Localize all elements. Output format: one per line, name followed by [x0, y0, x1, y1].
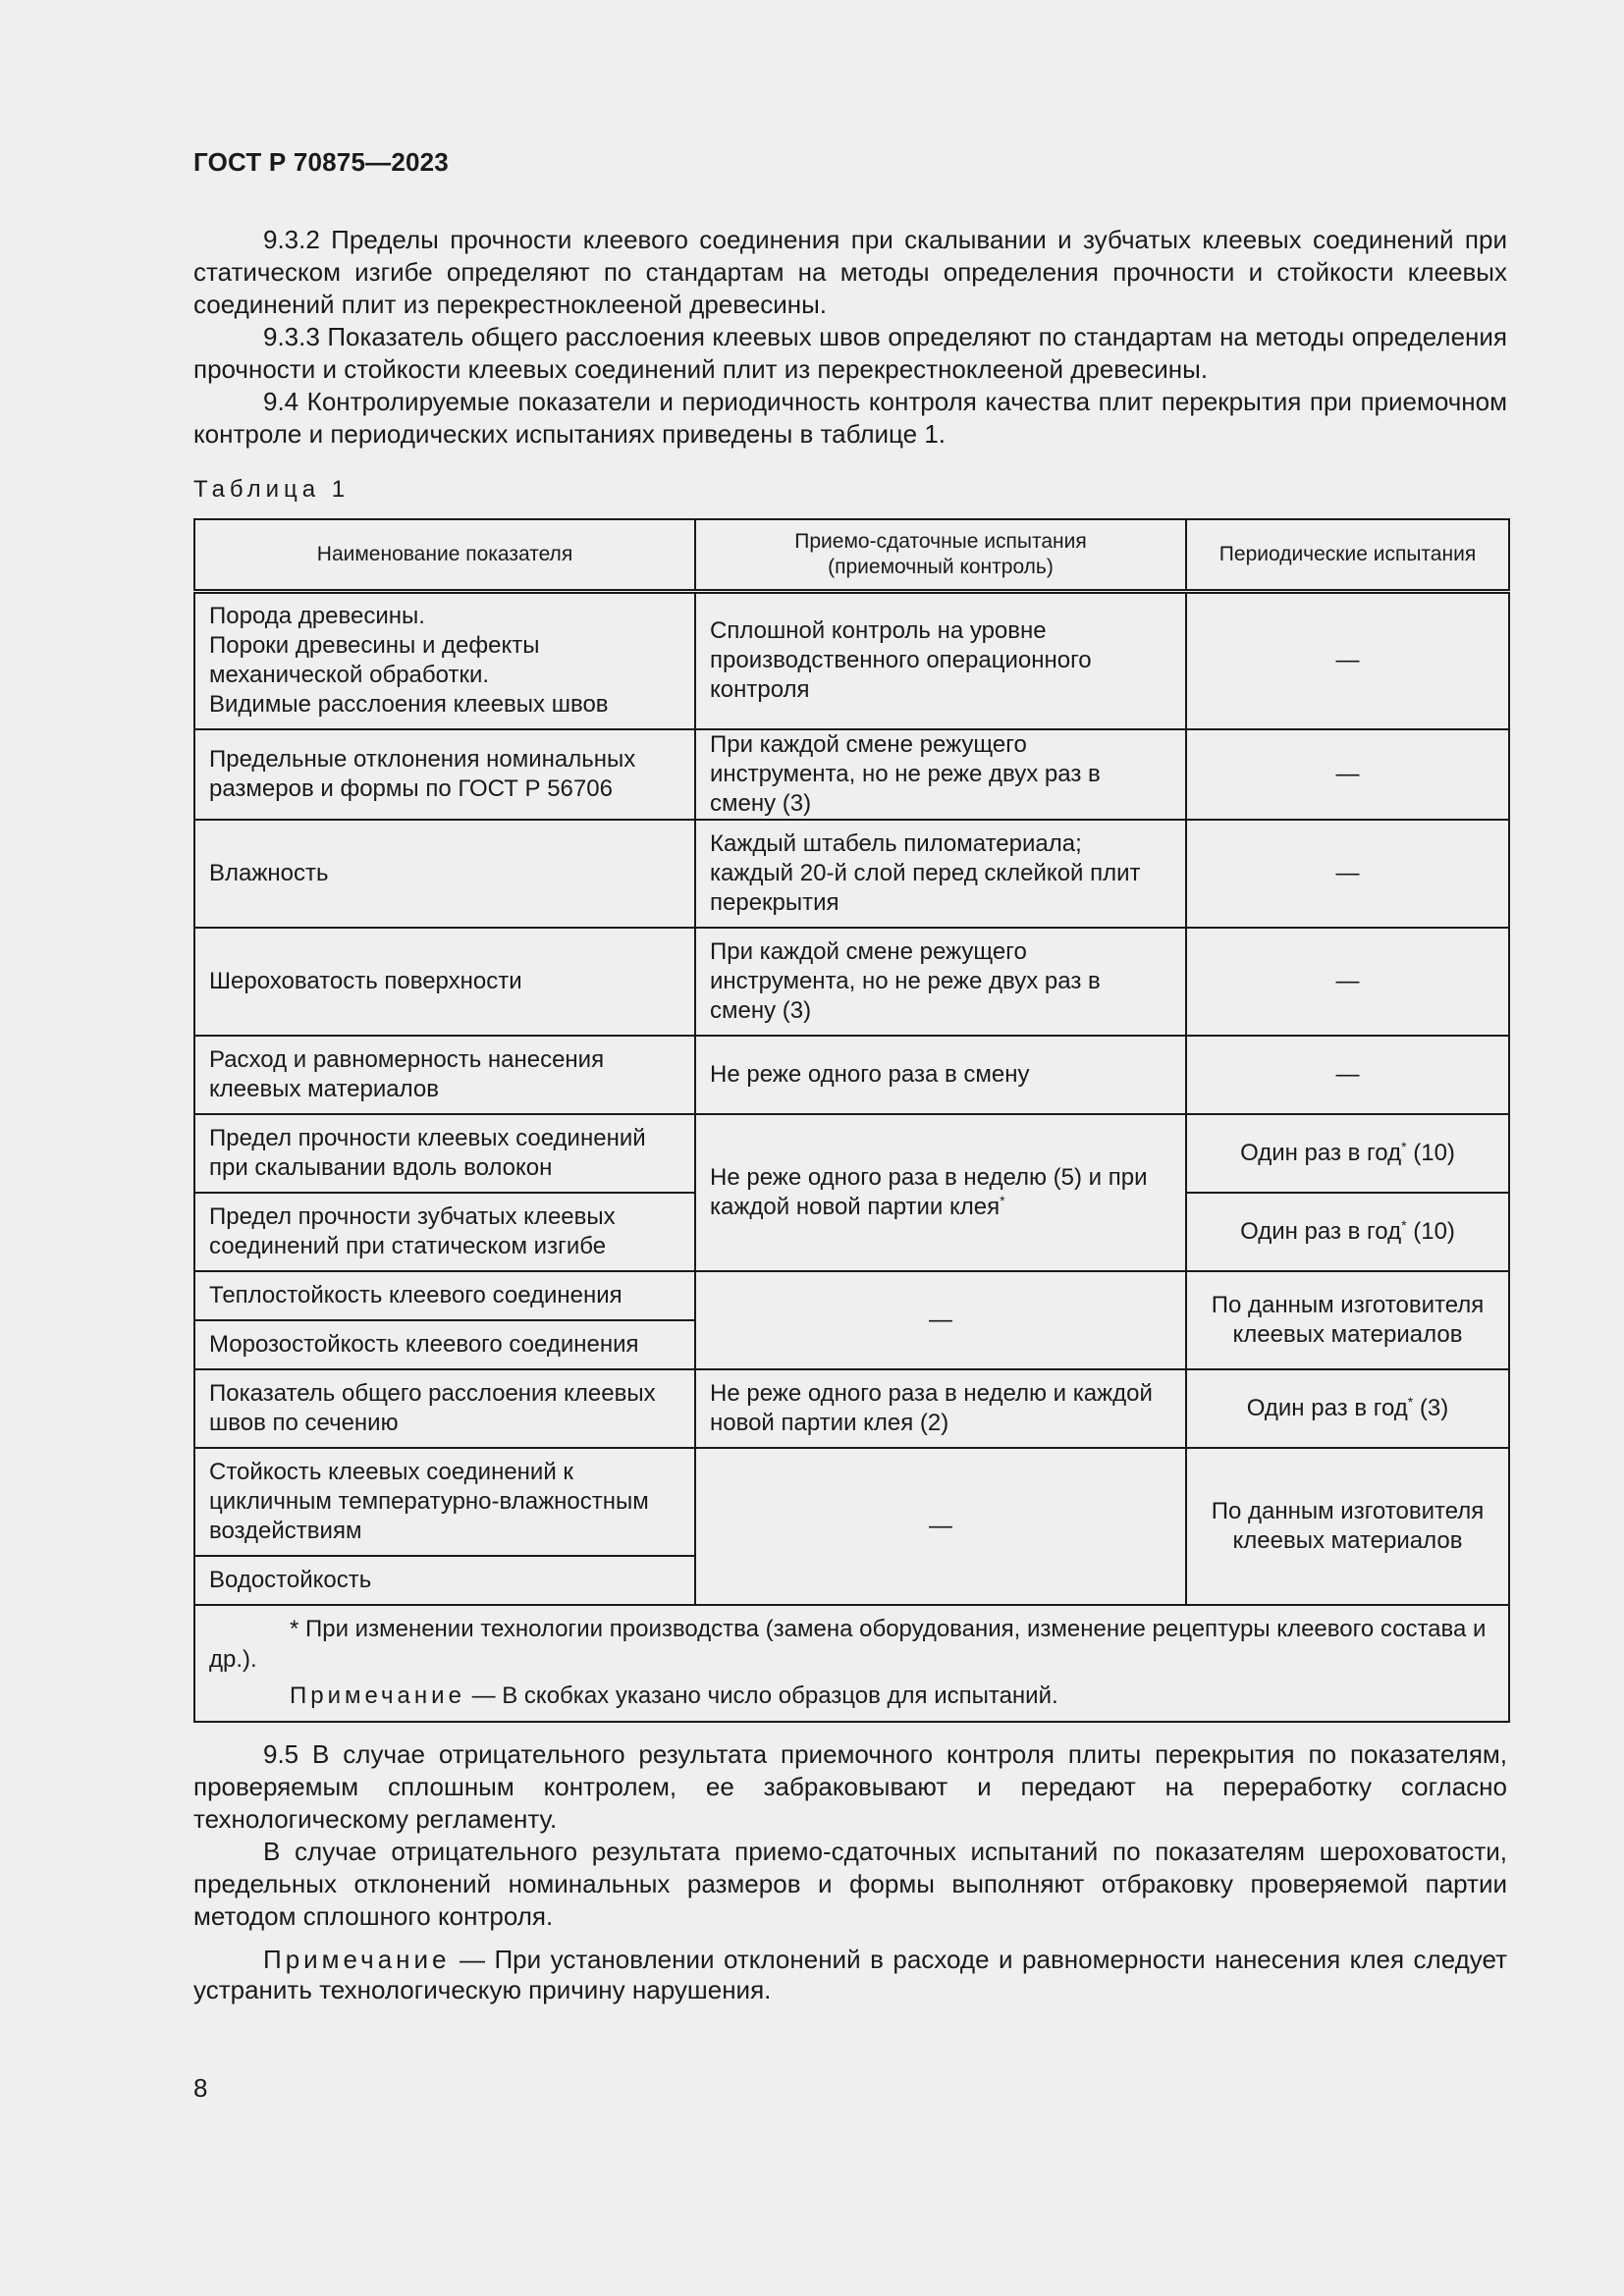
row1-periodic: — — [1186, 592, 1509, 729]
row5-acceptance: Не реже одного раза в смену — [695, 1036, 1186, 1114]
row6-periodic-count: (10) — [1406, 1139, 1455, 1166]
row6-name: Предел прочности клеевых соединений при скалывании вдоль волокон — [194, 1114, 695, 1193]
table-row — [194, 1369, 1509, 1448]
row9-name: Морозостойкость клеевого соединения — [194, 1320, 695, 1369]
row6-7-acceptance — [695, 1114, 1186, 1271]
row4-periodic: — — [1186, 928, 1509, 1036]
row1-acceptance: Сплошной контроль на уровне производственного операционного контроля — [695, 592, 1186, 729]
row6-periodic — [1186, 1114, 1509, 1193]
table-footnote — [194, 1605, 1509, 1722]
row4-name: Шероховатость поверхности — [194, 928, 695, 1036]
table-row — [194, 928, 1509, 1036]
paragraph-9-3-2: 9.3.2 Пределы прочности клеевого соединения при скалывании и зубчатых клеевых соединений при статическом изгибе определяют по стандартам на методы определения прочности и стойкости клеевых соединений плит из перекрестноклееной древесины. — [193, 225, 1507, 319]
footnote-mark: * — [1000, 1192, 1005, 1208]
paragraph-9-5-second: В случае отрицательного результата приемо-сдаточных испытаний по показателям шероховатости, предельных отклонений номинальных размеров и формы выполняют отбраковку проверяемой партии методом сплошного контроля. — [193, 1837, 1507, 1931]
table-header-row — [194, 519, 1509, 592]
paragraph-9-3-3: 9.3.3 Показатель общего расслоения клеевых швов определяют по стандартам на методы определения прочности и стойкости клеевых соединений плит из перекрестноклееной древесины. — [193, 322, 1507, 384]
bottom-note-label: Примечание — [263, 1945, 451, 1974]
bottom-paragraphs — [193, 1738, 1507, 2005]
row11-12-periodic: По данным изготовителя клеевых материалов — [1186, 1448, 1509, 1605]
page-number: 8 — [193, 2073, 208, 2103]
row1-name-line2: Пороки древесины и дефекты механической обработки. — [209, 632, 540, 689]
header-name: Наименование показателя — [194, 519, 695, 592]
bottom-note — [193, 1945, 1507, 2005]
document-header: ГОСТ Р 70875—2023 — [193, 147, 449, 177]
table-row — [194, 1448, 1509, 1556]
row2-acceptance: При каждой смене режущего инструмента, но не реже двух раз в смену (3) — [695, 729, 1186, 820]
row10-periodic — [1186, 1369, 1509, 1448]
row5-periodic: — — [1186, 1036, 1509, 1114]
row10-periodic-text: Один раз в год — [1246, 1394, 1408, 1421]
footnote-mark: * — [1407, 1393, 1414, 1410]
row11-name: Стойкость клеевых соединений к цикличным температурно-влажностным воздействиям — [194, 1448, 695, 1556]
table-note — [209, 1681, 1494, 1711]
row7-periodic-count: (10) — [1406, 1217, 1455, 1245]
table-note-text: — В скобках указано число образцов для испытаний. — [464, 1682, 1058, 1709]
table-row — [194, 1114, 1509, 1193]
row5-name: Расход и равномерность нанесения клеевых материалов — [194, 1036, 695, 1114]
table-row — [194, 592, 1509, 729]
footnote-text: * При изменении технологии производства (замена оборудования, изменение рецептуры клеевого состава и др.). — [209, 1615, 1487, 1673]
row1-name-line1: Порода древесины. — [209, 603, 425, 630]
row3-acceptance: Каждый штабель пиломатериала; каждый 20-й слой перед склейкой плит перекрытия — [695, 820, 1186, 928]
header-periodic: Периодические испытания — [1186, 519, 1509, 592]
top-paragraphs — [193, 224, 1507, 451]
row3-name: Влажность — [194, 820, 695, 928]
row4-acceptance: При каждой смене режущего инструмента, но не реже двух раз в смену (3) — [695, 928, 1186, 1036]
footnote-mark: * — [1401, 1216, 1407, 1233]
row11-12-acceptance: — — [695, 1448, 1186, 1605]
table-note-label: Примечание — [290, 1682, 465, 1709]
table-footnote-row — [194, 1605, 1509, 1722]
row2-name: Предельные отклонения номинальных размеров и формы по ГОСТ Р 56706 — [194, 729, 695, 820]
header-acceptance-line2: (приемочный контроль) — [828, 556, 1054, 578]
row2-periodic: — — [1186, 729, 1509, 820]
row8-name: Теплостойкость клеевого соединения — [194, 1271, 695, 1320]
row7-name: Предел прочности зубчатых клеевых соединений при статическом изгибе — [194, 1193, 695, 1271]
table-row — [194, 729, 1509, 820]
table-row — [194, 820, 1509, 928]
paragraph-9-4: 9.4 Контролируемые показатели и периодичность контроля качества плит перекрытия при приемочном контроле и периодических испытаниях приведены в таблице 1. — [193, 387, 1507, 449]
paragraph-9-5: 9.5 В случае отрицательного результата приемочного контроля плиты перекрытия по показателям, проверяемым сплошным контролем, ее забраковывают и передают на переработку согласно технологическому регламенту. — [193, 1739, 1507, 1834]
table-row — [194, 1271, 1509, 1320]
header-acceptance-line1: Приемо-сдаточные испытания — [794, 530, 1087, 553]
row10-periodic-count: (3) — [1413, 1394, 1449, 1421]
row1-name — [194, 592, 695, 729]
row8-9-acceptance: — — [695, 1271, 1186, 1369]
row7-periodic — [1186, 1193, 1509, 1271]
row12-name: Водостойкость — [194, 1556, 695, 1605]
header-acceptance — [695, 519, 1186, 592]
row3-periodic: — — [1186, 820, 1509, 928]
row1-name-line3: Видимые расслоения клеевых швов — [209, 691, 609, 719]
row8-9-periodic: По данным изготовителя клеевых материалов — [1186, 1271, 1509, 1369]
bottom-note-text: — При установлении отклонений в расходе и равномерности нанесения клея следует устранить технологическую причину нарушения. — [193, 1945, 1507, 2004]
row7-periodic-text: Один раз в год — [1240, 1217, 1402, 1245]
footnote-mark: * — [1401, 1138, 1407, 1154]
row10-acceptance: Не реже одного раза в неделю и каждой новой партии клея (2) — [695, 1369, 1186, 1448]
control-table — [193, 518, 1510, 1723]
row6-periodic-text: Один раз в год — [1240, 1139, 1402, 1166]
table-row — [194, 1036, 1509, 1114]
row6-7-acceptance-text: Не реже одного раза в неделю (5) и при каждой новой партии клея — [710, 1163, 1148, 1220]
table-label: Таблица 1 — [193, 476, 351, 503]
row10-name: Показатель общего расслоения клеевых швов по сечению — [194, 1369, 695, 1448]
